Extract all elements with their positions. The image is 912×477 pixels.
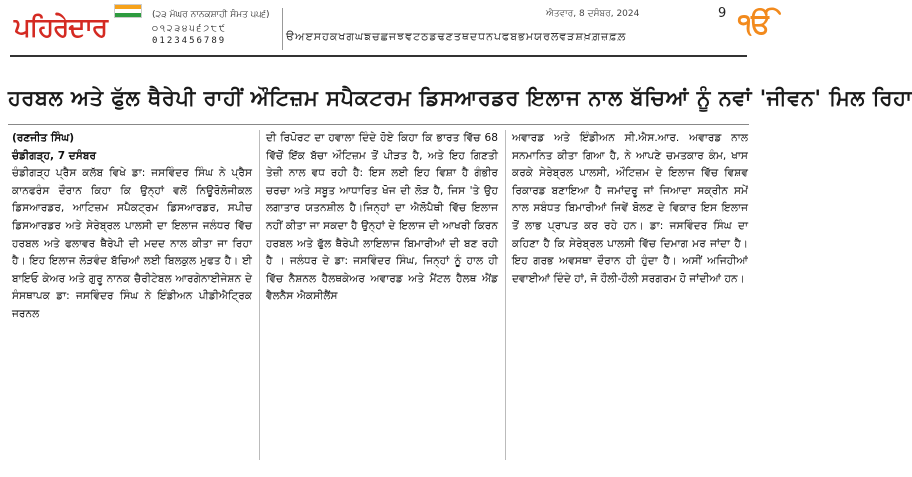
column-divider <box>259 130 260 460</box>
masthead <box>0 0 773 58</box>
flag-icon <box>114 4 142 18</box>
article-column-2 <box>266 130 498 460</box>
arabic-numerals: 0123456789 <box>152 36 227 46</box>
masthead-divider <box>282 8 283 50</box>
column-2-text: ਦੀ ਰਿਪੋਰਟ ਦਾ ਹਵਾਲਾ ਦਿੰਦੇ ਹੋਏ ਕਿਹਾ ਕਿ ਭਾਰਤ ਵਿੱਚ 68 ਵਿੱਚੋਂ ਇੱਕ ਬੱਚਾ ਔਟਿਜ਼ਮ ਤੋਂ ਪੀੜਤ ਹੈ, ਅਤੇ ਇਹ ਗਿਣਤੀ ਤੇਜ਼ੀ ਨਾਲ ਵਧ ਰਹੀ ਹੈ: ਇਸ ਲਈ ਇਹ ਵਿਸ਼ਾ ਹੈ ਗੰਭੀਰ ਚਰਚਾ ਅਤੇ ਸਬੂਤ ਆਧਾਰਿਤ ਖੋਜ ਦੀ ਲੋੜ ਹੈ, ਜਿਸ 'ਤੇ ਉਹ ਲਗਾਤਾਰ ਯਤਨਸ਼ੀਲ ਹੈ।ਜਿਨ੍ਹਾਂ ਦਾ ਐਲੋਪੈਥੀ ਵਿੱਚ ਇਲਾਜ ਨਹੀਂ ਕੀਤਾ ਜਾ ਸਕਦਾ ਹੈ ਉਨ੍ਹਾਂ ਦੇ ਇਲਾਜ ਦੀ ਆਖਰੀ ਕਿਰਨ ਹਰਬਲ ਅਤੇ ਫੁੱਲ ਥੈਰੇਪੀ ਲਾਇਲਾਜ ਬਿਮਾਰੀਆਂ ਦੀ ਬਣ ਰਹੀ ਹੈ । ਜਲੰਧਰ ਦੇ ਡਾ: ਜਸਵਿੰਦਰ ਸਿੰਘ, ਜਿਨ੍ਹਾਂ ਨੂੰ ਹਾਲ ਹੀ ਵਿੱਚ ਨੈਸ਼ਨਲ ਹੈਲਥਕੇਅਰ ਅਵਾਰਡ ਅਤੇ ਮੈਂਟਲ ਹੈਲਥ ਐਂਡ ਵੈਲਨੈਸ ਐਕਸੀਲੈਂਸ <box>266 132 498 303</box>
gurmukhi-numerals: ੦੧੨੩੪੫੬੭੮੯ <box>152 24 227 34</box>
numeral-strip <box>152 23 280 47</box>
article-column-3 <box>512 130 748 460</box>
newspaper-logo: ਪਹਿਰੇਦਾਰ <box>14 13 107 43</box>
headline-rule <box>8 124 749 125</box>
gurmukhi-alphabet-strip: ੳਅੲਸਹਕਖਗਘਙਚਛਜਝਞਟਠਡਢਣਤਥਦਧਨਪਫਬਭਮਯਰਲਵੜਸ਼ਖ਼ਗ਼ਜ਼ਫ਼ਲ਼ <box>286 30 627 43</box>
dateline: ਚੰਡੀਗੜ੍ਹ, 7 ਦਸੰਬਰ <box>12 149 97 162</box>
masthead-rule <box>10 55 747 57</box>
column-divider <box>505 130 506 460</box>
column-3-text: ਅਵਾਰਡ ਅਤੇ ਇੰਡੀਅਨ ਸੀ.ਐਸ.ਆਰ. ਅਵਾਰਡ ਨਾਲ ਸਨਮਾਨਿਤ ਕੀਤਾ ਗਿਆ ਹੈ, ਨੇ ਆਪਣੇ ਚਮਤਕਾਰ ਕੰਮ, ਖਾਸ ਕਰਕੇ ਸੇਰੇਬ੍ਰਲ ਪਾਲਸੀ, ਔਟਿਜ਼ਮ ਦੇ ਇਲਾਜ ਵਿੱਚ ਵਿਸ਼ਵ ਰਿਕਾਰਡ ਬਣਾਇਆ ਹੈ ਜਮਾਂਦਰੂ ਜਾਂ ਜਿਆਦਾ ਸਕ੍ਰੀਨ ਸਮੇਂ ਨਾਲ ਸਬੰਧਤ ਬਿਮਾਰੀਆਂ ਜਿਵੇਂ ਬੋਲਣ ਦੇ ਵਿਕਾਰ ਇਸ ਇਲਾਜ ਤੋਂ ਲਾਭ ਪ੍ਰਾਪਤ ਕਰ ਰਹੇ ਹਨ। ਡਾ: ਜਸਵਿੰਦਰ ਸਿੰਘ ਦਾ ਕਹਿਣਾ ਹੈ ਕਿ ਸੇਰੇਬ੍ਰਲ ਪਾਲਸੀ ਵਿੱਚ ਦਿਮਾਗ ਮਰ ਜਾਂਦਾ ਹੈ। ਇਹ ਗਰਭ ਅਵਸਥਾ ਦੌਰਾਨ ਹੀ ਹੁੰਦਾ ਹੈ। ਅਸੀਂ ਅਜਿਹੀਆਂ ਦਵਾਈਆਂ ਦਿੰਦੇ ਹਾਂ, ਜੋ ਹੌਲੀ-ਹੌਲੀ ਸਰਗਰਮ ਹੋ ਜਾਂਦੀਆਂ ਹਨ। <box>512 132 748 285</box>
byline: (ਰਣਜੀਤ ਸਿੰਘ) <box>12 132 75 144</box>
nanakshahi-date: (੨੩ ਮੱਘਰ ਨਾਨਕਸ਼ਾਹੀ ਸੰਮਤ ੫੫੬) <box>152 10 270 20</box>
article-headline: ਹਰਬਲ ਅਤੇ ਫੁੱਲ ਥੈਰੇਪੀ ਰਾਹੀਂ ਔਟਿਜ਼ਮ ਸਪੈਕਟਰਮ ਡਿਸਆਰਡਰ ਇਲਾਜ ਨਾਲ ਬੱਚਿਆਂ ਨੂੰ ਨਵਾਂ 'ਜੀਵਨ' ਮਿਲ ਰਿਹਾ <box>8 86 912 110</box>
issue-date: ਐਤਵਾਰ, 8 ਦਸੰਬਰ, 2024 <box>546 9 640 19</box>
article-column-1 <box>12 130 252 460</box>
column-1-text: ਚੰਡੀਗੜ੍ਹ ਪ੍ਰੈਸ ਕਲੱਬ ਵਿਖੇ ਡਾ: ਜਸਵਿੰਦਰ ਸਿੰਘ ਨੇ ਪ੍ਰੈਸ ਕਾਨਫਰੰਸ ਦੌਰਾਨ ਕਿਹਾ ਕਿ ਉਨ੍ਹਾਂ ਵਲੋਂ ਨਿਊਰੋਲੋਜੀਕਲ ਡਿਸਆਰਡਰ, ਆਟਿਜ਼ਮ ਸਪੈਕਟ੍ਰਮ ਡਿਸਆਰਡਰ, ਸਪੀਚ ਡਿਸਆਰਡਰ ਅਤੇ ਸੇਰੇਬ੍ਰਲ ਪਾਲਸੀ ਦਾ ਇਲਾਜ ਜਲੰਧਰ ਵਿੱਚ ਹਰਬਲ ਅਤੇ ਫਲਾਵਰ ਥੈਰੇਪੀ ਦੀ ਮਦਦ ਨਾਲ ਕੀਤਾ ਜਾ ਰਿਹਾ ਹੈ। ਇਹ ਇਲਾਜ ਲੋੜਵੰਦ ਬੱਚਿਆਂ ਲਈ ਬਿਲਕੁਲ ਮੁਫਤ ਹੈ। ਈ ਬਾਇਓ ਕੇਅਰ ਅਤੇ ਗੁਰੂ ਨਾਨਕ ਚੈਰੀਟੇਬਲ ਆਰਗੇਨਾਈਜੇਸ਼ਨ ਦੇ ਸੰਸਥਾਪਕ ਡਾ: ਜਸਵਿੰਦਰ ਸਿੰਘ ਨੇ ਇੰਡੀਅਨ ਪੀਡੀਐਟ੍ਰਿਕ ਜਰਨਲ <box>12 167 252 320</box>
ik-onkar-icon: ੴ <box>738 7 773 40</box>
page-number: 9 <box>718 6 727 21</box>
